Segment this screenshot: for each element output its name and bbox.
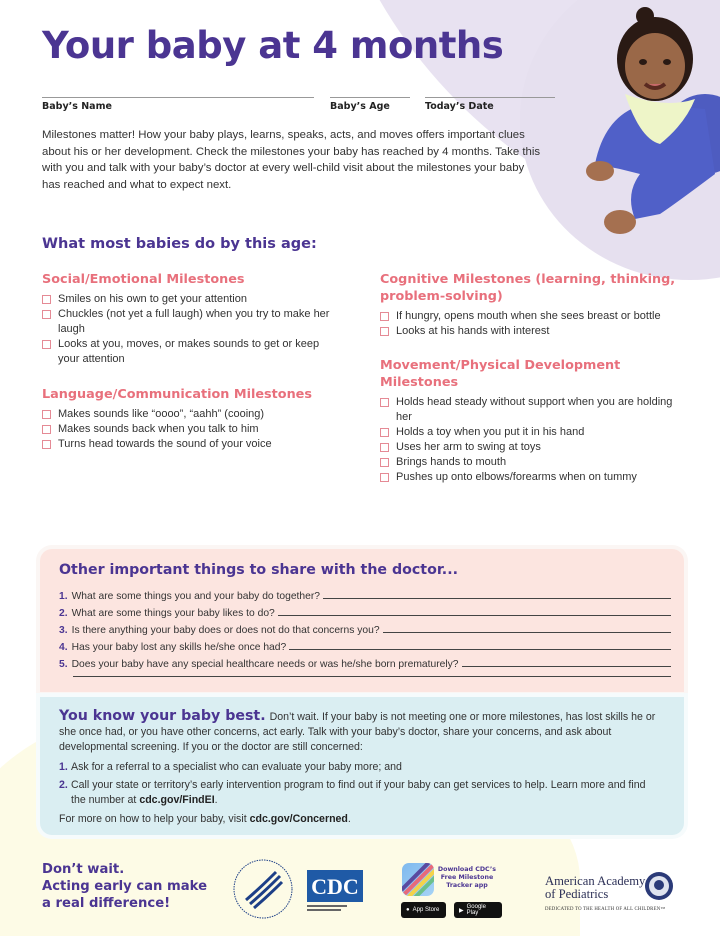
todays-date-label: Today’s Date <box>425 101 494 112</box>
cognitive-title: Cognitive Milestones (learning, thinking, problem-solving) <box>380 272 676 304</box>
social-emotional-title: Social/Emotional Milestones <box>42 272 245 287</box>
know-heading: You know your baby best. <box>59 708 266 724</box>
intro-paragraph: Milestones matter! How your baby plays, learns, speaks, acts, and moves offers important clues about his or her development. Check the milestones your baby has reached by 4 months. Take this with you and talk with your baby’s doctor at every well-child visit about the milestones your baby has reached and what to expect next. <box>42 129 541 191</box>
app-store-button[interactable]: ● App Store <box>401 902 446 918</box>
question-row[interactable]: 1. What are some things you and your baby do together? <box>59 585 671 602</box>
baby-age-field[interactable] <box>330 97 410 112</box>
hhs-logo-icon <box>232 858 294 920</box>
checkbox-icon[interactable] <box>380 398 389 407</box>
page-title: Your baby at 4 months <box>42 24 504 67</box>
footer-slogan: Don’t wait. Acting early can make a real difference! <box>42 862 208 911</box>
question-row[interactable]: 4. Has your baby lost any skills he/she once had? <box>59 636 671 653</box>
svg-text:CDC: CDC <box>311 874 359 899</box>
answer-line[interactable] <box>278 615 671 616</box>
language-communication-group <box>42 386 342 452</box>
milestone-item[interactable]: Looks at you, moves, or makes sounds to get or keep your attention <box>42 337 342 367</box>
know-step: 2. Call your state or territory’s early intervention program to find out if your baby can get services to help. Learn more and find the number at cdc.gov/FindEI. <box>59 779 646 807</box>
checkbox-icon[interactable] <box>42 410 51 419</box>
answer-line[interactable] <box>323 598 671 599</box>
checkbox-icon[interactable] <box>380 327 389 336</box>
milestone-item[interactable]: Holds a toy when you put it in his hand <box>380 425 680 440</box>
milestone-item[interactable]: If hungry, opens mouth when she sees breast or bottle <box>380 309 690 324</box>
milestone-tracker-app-icon[interactable] <box>402 863 434 896</box>
app-promo-text: Download CDC’s Free Milestone Tracker app <box>437 866 497 889</box>
know-your-baby-box <box>40 697 684 835</box>
checkbox-icon[interactable] <box>380 458 389 467</box>
answer-line[interactable] <box>462 666 671 667</box>
cognitive-group <box>380 271 690 339</box>
share-heading: Other important things to share with the doctor... <box>59 562 458 578</box>
checkbox-icon[interactable] <box>42 295 51 304</box>
movement-physical-title: Movement/Physical Development Milestones <box>380 358 621 390</box>
milestone-item[interactable]: Turns head towards the sound of your voice <box>42 437 342 452</box>
checkbox-icon[interactable] <box>42 340 51 349</box>
checkbox-icon[interactable] <box>42 425 51 434</box>
milestone-item[interactable]: Brings hands to mouth <box>380 455 680 470</box>
play-icon: ▶ <box>459 907 464 914</box>
checkbox-icon[interactable] <box>380 443 389 452</box>
baby-photo <box>565 4 720 244</box>
share-with-doctor-box <box>40 549 684 692</box>
know-footer: For more on how to help your baby, visit cdc.gov/Concerned. <box>59 813 351 825</box>
checkbox-icon[interactable] <box>380 473 389 482</box>
milestones-heading: What most babies do by this age: <box>42 236 317 252</box>
question-row[interactable]: 2. What are some things your baby likes to do? <box>59 602 671 619</box>
milestone-item[interactable]: Smiles on his own to get your attention <box>42 292 342 307</box>
baby-name-field[interactable] <box>42 97 314 112</box>
milestone-item[interactable]: Uses her arm to swing at toys <box>380 440 680 455</box>
aap-tagline: DEDICATED TO THE HEALTH OF ALL CHILDREN™ <box>545 907 666 912</box>
milestone-item[interactable]: Makes sounds back when you talk to him <box>42 422 342 437</box>
baby-name-label: Baby’s Name <box>42 101 112 112</box>
language-communication-title: Language/Communication Milestones <box>42 387 312 402</box>
checkbox-icon[interactable] <box>380 312 389 321</box>
milestone-item[interactable]: Makes sounds like “oooo”, “aahh” (cooing) <box>42 407 342 422</box>
answer-line[interactable] <box>289 649 671 650</box>
milestone-item[interactable]: Holds head steady without support when you are holding her <box>380 395 680 425</box>
checkbox-icon[interactable] <box>42 310 51 319</box>
aap-name: American Academy of Pediatrics <box>545 874 646 901</box>
baby-age-label: Baby’s Age <box>330 101 390 112</box>
milestone-item[interactable]: Looks at his hands with interest <box>380 324 690 339</box>
answer-line[interactable] <box>383 632 671 633</box>
know-paragraph: You know your baby best. Don’t wait. If your baby is not meeting one or more milestones, has lost skills he or she once had, or you have other concerns, act early. Talk with your baby’s doctor, share your concerns, and ask about developmental screening. If you or the doctor are still concerned: <box>59 708 656 754</box>
movement-physical-group <box>380 357 680 485</box>
cdc-logo-icon <box>307 870 363 912</box>
question-row[interactable]: 5. Does your baby have any special healthcare needs or was he/she born prematurely? <box>59 653 671 670</box>
todays-date-field[interactable] <box>425 97 555 112</box>
question-row[interactable]: 3. Is there anything your baby does or does not do that concerns you? <box>59 619 671 636</box>
cdc-logo <box>307 870 363 912</box>
social-emotional-group <box>42 271 342 367</box>
checkbox-icon[interactable] <box>42 440 51 449</box>
concerned-link[interactable]: cdc.gov/Concerned <box>249 813 348 825</box>
checkbox-icon[interactable] <box>380 428 389 437</box>
find-ei-link[interactable]: cdc.gov/FindEI <box>139 794 215 807</box>
apple-icon: ● <box>406 907 410 913</box>
extra-answer-line[interactable] <box>73 676 671 677</box>
milestone-item[interactable]: Pushes up onto elbows/forearms when on tummy <box>380 470 680 485</box>
aap-seal-icon <box>644 871 674 901</box>
google-play-button[interactable]: ▶ Google Play <box>454 902 502 918</box>
milestone-item[interactable]: Chuckles (not yet a full laugh) when you try to make her laugh <box>42 307 342 337</box>
know-step: 1. Ask for a referral to a specialist who can evaluate your baby more; and <box>59 761 402 773</box>
